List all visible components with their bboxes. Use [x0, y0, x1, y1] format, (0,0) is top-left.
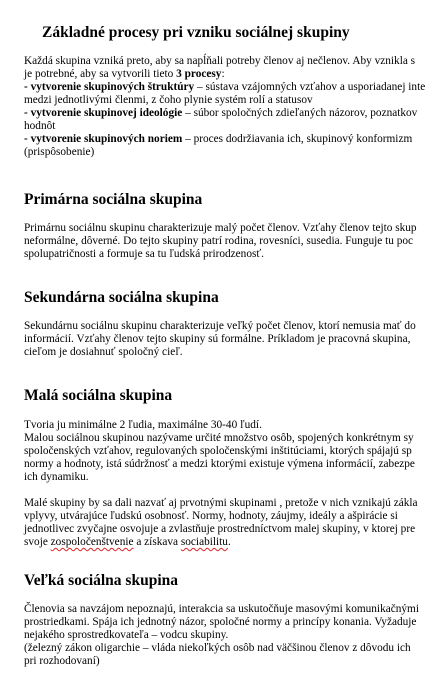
paragraph-line: ich dynamiku.	[24, 471, 89, 483]
processes-intro-line: je potrebné, aby sa vytvorili tieto 3 procesy:	[24, 68, 225, 80]
section-heading-secondary: Sekundárna sociálna skupina	[24, 289, 219, 306]
process-item: - vytvorenie skupinovej ideológie – súbor spoločných zdieľaných názorov, poznatkov	[24, 107, 418, 119]
processes-intro-line: Každá skupina vzniká preto, aby sa napĺňali potreby členov aj nečlenov. Aby vznikla s	[24, 55, 416, 67]
process-term: - vytvorenie skupinových noriem	[24, 133, 183, 145]
paragraph-line: Členovia sa navzájom nepoznajú, interakcia sa uskutočňuje masovými komunikačnými	[24, 603, 419, 615]
section-heading-primary: Primárna sociálna skupina	[24, 191, 203, 208]
paragraph-line: Sekundárnu sociálnu skupinu charakterizuje veľký počet členov, ktorí nemusia mať do	[24, 320, 416, 332]
paragraph-line: (železný zákon oligarchie – vláda niekoľkých osôb nad väčšinou členov z dôvodu ich	[24, 642, 411, 654]
spellcheck-word: sociabilitu	[180, 536, 228, 548]
paragraph-line: cieľom je dosiahnuť spoločný cieľ.	[24, 346, 183, 358]
process-item-continued: (prispôsobenie)	[24, 146, 95, 158]
process-item-continued: hodnôt	[24, 120, 56, 132]
section-heading-small: Malá sociálna skupina	[24, 387, 173, 404]
paragraph-line: Malou sociálnou skupinou nazývame určité množstvo osôb, spojených konkrétnym sy	[24, 432, 414, 444]
process-term: - vytvorenie skupinovej ideológie	[24, 107, 183, 119]
paragraph-line: svoje zospoločenštvenie a získava sociabilitu.	[24, 536, 231, 548]
document-title: Základné procesy pri vzniku sociálnej skupiny	[42, 24, 350, 41]
paragraph-line: pri rozhodovaní)	[24, 655, 100, 667]
section-heading-large: Veľká sociálna skupina	[24, 572, 179, 589]
paragraph-line: informácií. Vzťahy členov tejto skupiny sú formálne. Príkladom je pracovná skupina,	[24, 333, 411, 345]
paragraph-line: Primárnu sociálnu skupinu charakterizuje malý počet členov. Vzťahy členov tejto skup	[24, 222, 417, 234]
spellcheck-word: zospoločenštvenie	[50, 536, 134, 548]
paragraph-line: Tvoria ju minimálne 2 ľudia, maximálne 30-40 ľudí.	[24, 419, 262, 431]
paragraph-line: neformálne, dôverné. Do tejto skupiny patrí rodina, rovesníci, susedia. Funguje tu poc	[24, 235, 414, 247]
paragraph-line: prostriedkami. Spája ich jednotný názor, spoločné normy a princípy konania. Vyžaduje	[24, 616, 417, 628]
process-term: - vytvorenie skupinových štruktúry	[24, 81, 195, 93]
paragraph-line: nejakého sprostredkovateľa – vodcu skupiny.	[24, 629, 229, 641]
paragraph-line: spoločenských vzťahov, regulovaných spoločenskými inštitúciami, ktorých spájajú sp	[24, 445, 412, 457]
process-item-continued: medzi jednotlivými členmi, z čoho plynie systém rolí a statusov	[24, 94, 313, 106]
process-item: - vytvorenie skupinových štruktúry – sústava vzájomných vzťahov a usporiadanej inte	[24, 81, 426, 93]
paragraph-line: Malé skupiny by sa dali nazvať aj prvotnými skupinami , pretože v nich vznikajú zákla	[24, 497, 418, 509]
paragraph-line: normy a hodnoty, istá súdržnosť a medzi ktorými existuje výmena informácií, zabezpe	[24, 458, 415, 470]
process-item: - vytvorenie skupinových noriem – proces dodržiavania ich, skupinový konformizm	[24, 133, 413, 145]
paragraph-line: jednotlivec zvyčajne osvojuje a zvlastňuje prostredníctvom malej skupiny, v ktorej pre	[24, 523, 416, 535]
paragraph-line: spolupatričnosti a formuje sa tu ľudská prirodzenosť.	[24, 248, 265, 260]
paragraph-line: vplyvy, utvárajúce ľudskú osobnosť. Normy, hodnoty, záujmy, ideály a ašpirácie si	[24, 510, 398, 522]
